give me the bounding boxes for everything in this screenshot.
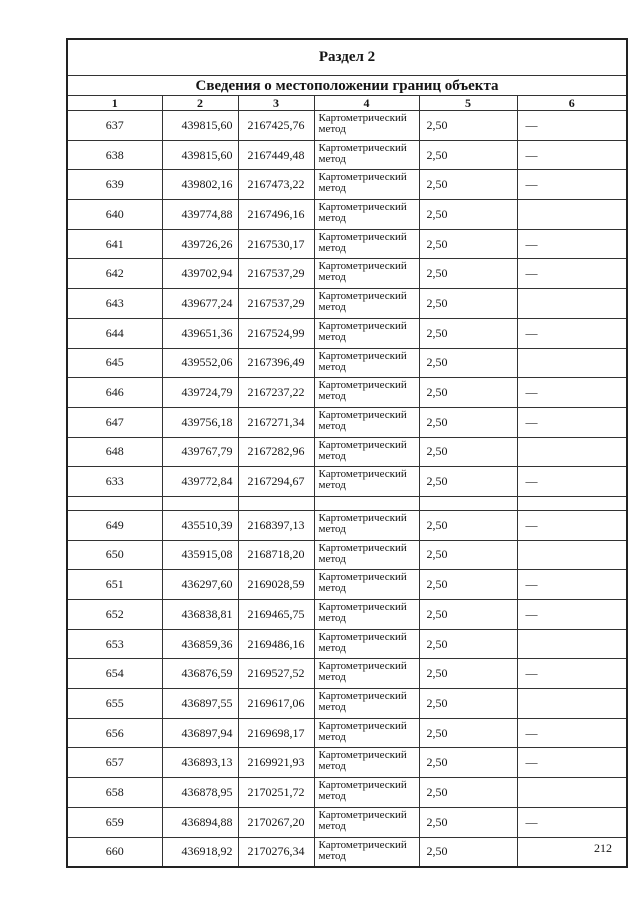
table-row <box>67 259 627 289</box>
cell-column-2: 436893,13 <box>162 748 238 778</box>
cell-column-5: 2,50 <box>419 837 517 867</box>
cell-column-4: Картометрический метод <box>314 407 419 437</box>
cell-column-6 <box>517 540 627 570</box>
cell-column-5: 2,50 <box>419 378 517 408</box>
cell-column-2: 436918,92 <box>162 837 238 867</box>
cell-column-5: 2,50 <box>419 748 517 778</box>
table-row <box>67 629 627 659</box>
cell-column-1: 651 <box>67 570 162 600</box>
cell-column-1: 642 <box>67 259 162 289</box>
cell-column-1: 647 <box>67 407 162 437</box>
cell-column-3: 2170276,34 <box>238 837 314 867</box>
page-number: 212 <box>594 841 612 855</box>
cell-column-5: 2,50 <box>419 229 517 259</box>
table-row <box>67 437 627 467</box>
cell-column-3: 2169527,52 <box>238 659 314 689</box>
cell-column-6 <box>517 778 627 808</box>
cell-column-5: 2,50 <box>419 570 517 600</box>
cell-column-1: 657 <box>67 748 162 778</box>
cell-column-5: 2,50 <box>419 259 517 289</box>
table-row <box>67 807 627 837</box>
cell-column-5: 2,50 <box>419 540 517 570</box>
cell-column-3: 2169617,06 <box>238 689 314 719</box>
cell-column-6: — <box>517 259 627 289</box>
cell-column-5: 2,50 <box>419 659 517 689</box>
table-row <box>67 378 627 408</box>
cell-column-6: — <box>517 229 627 259</box>
cell-column-1: 633 <box>67 467 162 497</box>
cell-column-5: 2,50 <box>419 170 517 200</box>
cell-column-2: 436878,95 <box>162 778 238 808</box>
cell-column-1: 654 <box>67 659 162 689</box>
cell-column-1: 650 <box>67 540 162 570</box>
cell-column-4: Картометрический метод <box>314 318 419 348</box>
table-row <box>67 318 627 348</box>
table-row <box>67 837 627 867</box>
empty-cell <box>238 496 314 510</box>
cell-column-6 <box>517 289 627 319</box>
cell-column-4: Картометрический метод <box>314 807 419 837</box>
cell-column-3: 2169698,17 <box>238 718 314 748</box>
cell-column-5: 2,50 <box>419 318 517 348</box>
column-number: 4 <box>314 96 419 111</box>
cell-column-6 <box>517 200 627 230</box>
cell-column-2: 439815,60 <box>162 140 238 170</box>
column-number: 3 <box>238 96 314 111</box>
column-numbers-row <box>67 96 627 111</box>
cell-column-6: — <box>517 748 627 778</box>
cell-column-2: 439772,84 <box>162 467 238 497</box>
cell-column-2: 439677,24 <box>162 289 238 319</box>
cell-column-5: 2,50 <box>419 407 517 437</box>
empty-cell <box>314 496 419 510</box>
empty-cell <box>517 496 627 510</box>
cell-column-6: — <box>517 659 627 689</box>
cell-column-3: 2167294,67 <box>238 467 314 497</box>
cell-column-3: 2167425,76 <box>238 111 314 141</box>
cell-column-4: Картометрический метод <box>314 837 419 867</box>
cell-column-1: 641 <box>67 229 162 259</box>
cell-column-4: Картометрический метод <box>314 140 419 170</box>
cell-column-6: — <box>517 407 627 437</box>
cell-column-2: 439767,79 <box>162 437 238 467</box>
cell-column-1: 645 <box>67 348 162 378</box>
table-row <box>67 540 627 570</box>
table-row <box>67 467 627 497</box>
cell-column-2: 436838,81 <box>162 600 238 630</box>
cell-column-2: 439726,26 <box>162 229 238 259</box>
cell-column-6: — <box>517 111 627 141</box>
cell-column-6: — <box>517 467 627 497</box>
table-row <box>67 111 627 141</box>
cell-column-4: Картометрический метод <box>314 540 419 570</box>
cell-column-2: 435510,39 <box>162 510 238 540</box>
cell-column-2: 436897,55 <box>162 689 238 719</box>
cell-column-1: 658 <box>67 778 162 808</box>
cell-column-3: 2169486,16 <box>238 629 314 659</box>
cell-column-3: 2169028,59 <box>238 570 314 600</box>
cell-column-4: Картометрический метод <box>314 570 419 600</box>
cell-column-6 <box>517 437 627 467</box>
cell-column-3: 2168397,13 <box>238 510 314 540</box>
cell-column-4: Картометрический метод <box>314 348 419 378</box>
cell-column-5: 2,50 <box>419 510 517 540</box>
cell-column-3: 2169921,93 <box>238 748 314 778</box>
cell-column-2: 436876,59 <box>162 659 238 689</box>
cell-column-6: — <box>517 600 627 630</box>
cell-column-5: 2,50 <box>419 600 517 630</box>
cell-column-3: 2167449,48 <box>238 140 314 170</box>
cell-column-4: Картометрический метод <box>314 600 419 630</box>
cell-column-1: 644 <box>67 318 162 348</box>
cell-column-4: Картометрический метод <box>314 629 419 659</box>
cell-column-4: Картометрический метод <box>314 748 419 778</box>
cell-column-5: 2,50 <box>419 689 517 719</box>
table-row <box>67 229 627 259</box>
cell-column-3: 2167537,29 <box>238 289 314 319</box>
table-row <box>67 718 627 748</box>
cell-column-6 <box>517 689 627 719</box>
cell-column-4: Картометрический метод <box>314 718 419 748</box>
cell-column-2: 439756,18 <box>162 407 238 437</box>
cell-column-3: 2170251,72 <box>238 778 314 808</box>
cell-column-4: Картометрический метод <box>314 111 419 141</box>
empty-cell <box>419 496 517 510</box>
cell-column-4: Картометрический метод <box>314 200 419 230</box>
cell-column-2: 439802,16 <box>162 170 238 200</box>
cell-column-6: — <box>517 170 627 200</box>
group-separator-row <box>67 496 627 510</box>
cell-column-6: — <box>517 510 627 540</box>
column-number: 5 <box>419 96 517 111</box>
cell-column-5: 2,50 <box>419 437 517 467</box>
cell-column-1: 639 <box>67 170 162 200</box>
cell-column-3: 2170267,20 <box>238 807 314 837</box>
cell-column-2: 439702,94 <box>162 259 238 289</box>
table-row <box>67 600 627 630</box>
cell-column-6 <box>517 348 627 378</box>
cell-column-4: Картометрический метод <box>314 259 419 289</box>
cell-column-2: 436894,88 <box>162 807 238 837</box>
cell-column-4: Картометрический метод <box>314 510 419 540</box>
table-row <box>67 748 627 778</box>
column-number: 6 <box>517 96 627 111</box>
cell-column-2: 439651,36 <box>162 318 238 348</box>
cell-column-6: — <box>517 378 627 408</box>
cell-column-2: 436897,94 <box>162 718 238 748</box>
section-title-row <box>67 39 627 76</box>
table-row <box>67 200 627 230</box>
section-title: Раздел 2 <box>67 39 627 76</box>
table-row <box>67 140 627 170</box>
cell-column-4: Картометрический метод <box>314 659 419 689</box>
cell-column-1: 652 <box>67 600 162 630</box>
table-row <box>67 689 627 719</box>
cell-column-1: 653 <box>67 629 162 659</box>
cell-column-6: — <box>517 807 627 837</box>
table-row <box>67 510 627 540</box>
table-title: Сведения о местоположении границ объекта <box>67 76 627 96</box>
cell-column-5: 2,50 <box>419 718 517 748</box>
cell-column-5: 2,50 <box>419 629 517 659</box>
table-row <box>67 659 627 689</box>
cell-column-4: Картометрический метод <box>314 689 419 719</box>
table-row <box>67 170 627 200</box>
cell-column-2: 439552,06 <box>162 348 238 378</box>
cell-column-5: 2,50 <box>419 348 517 378</box>
cell-column-4: Картометрический метод <box>314 289 419 319</box>
cell-column-5: 2,50 <box>419 807 517 837</box>
cell-column-1: 656 <box>67 718 162 748</box>
cell-column-6: — <box>517 318 627 348</box>
cell-column-1: 660 <box>67 837 162 867</box>
cell-column-2: 439774,88 <box>162 200 238 230</box>
cell-column-3: 2167530,17 <box>238 229 314 259</box>
cell-column-3: 2167396,49 <box>238 348 314 378</box>
document-sheet <box>66 38 626 868</box>
cell-column-5: 2,50 <box>419 200 517 230</box>
cell-column-3: 2167537,29 <box>238 259 314 289</box>
empty-cell <box>67 496 162 510</box>
cell-column-1: 648 <box>67 437 162 467</box>
cell-column-6 <box>517 629 627 659</box>
cell-column-6: — <box>517 570 627 600</box>
cell-column-1: 643 <box>67 289 162 319</box>
cell-column-6: — <box>517 718 627 748</box>
cell-column-3: 2168718,20 <box>238 540 314 570</box>
cell-column-4: Картометрический метод <box>314 437 419 467</box>
empty-cell <box>162 496 238 510</box>
cell-column-3: 2167524,99 <box>238 318 314 348</box>
table-title-row <box>67 76 627 96</box>
cell-column-4: Картометрический метод <box>314 229 419 259</box>
cell-column-1: 646 <box>67 378 162 408</box>
cell-column-4: Картометрический метод <box>314 778 419 808</box>
table-row <box>67 348 627 378</box>
table-row <box>67 289 627 319</box>
table-row <box>67 570 627 600</box>
table-row <box>67 407 627 437</box>
cell-column-3: 2167271,34 <box>238 407 314 437</box>
cell-column-1: 637 <box>67 111 162 141</box>
boundary-table <box>66 38 628 868</box>
cell-column-2: 436859,36 <box>162 629 238 659</box>
cell-column-1: 638 <box>67 140 162 170</box>
cell-column-4: Картометрический метод <box>314 378 419 408</box>
table-row <box>67 778 627 808</box>
cell-column-3: 2167473,22 <box>238 170 314 200</box>
cell-column-5: 2,50 <box>419 778 517 808</box>
cell-column-1: 640 <box>67 200 162 230</box>
cell-column-1: 659 <box>67 807 162 837</box>
cell-column-4: Картометрический метод <box>314 170 419 200</box>
cell-column-1: 655 <box>67 689 162 719</box>
cell-column-2: 435915,08 <box>162 540 238 570</box>
cell-column-6: — <box>517 140 627 170</box>
cell-column-3: 2167496,16 <box>238 200 314 230</box>
cell-column-5: 2,50 <box>419 467 517 497</box>
cell-column-2: 439724,79 <box>162 378 238 408</box>
column-number: 2 <box>162 96 238 111</box>
cell-column-1: 649 <box>67 510 162 540</box>
cell-column-2: 436297,60 <box>162 570 238 600</box>
cell-column-3: 2169465,75 <box>238 600 314 630</box>
cell-column-4: Картометрический метод <box>314 467 419 497</box>
cell-column-3: 2167237,22 <box>238 378 314 408</box>
column-number: 1 <box>67 96 162 111</box>
cell-column-3: 2167282,96 <box>238 437 314 467</box>
cell-column-5: 2,50 <box>419 140 517 170</box>
cell-column-5: 2,50 <box>419 289 517 319</box>
cell-column-2: 439815,60 <box>162 111 238 141</box>
cell-column-5: 2,50 <box>419 111 517 141</box>
